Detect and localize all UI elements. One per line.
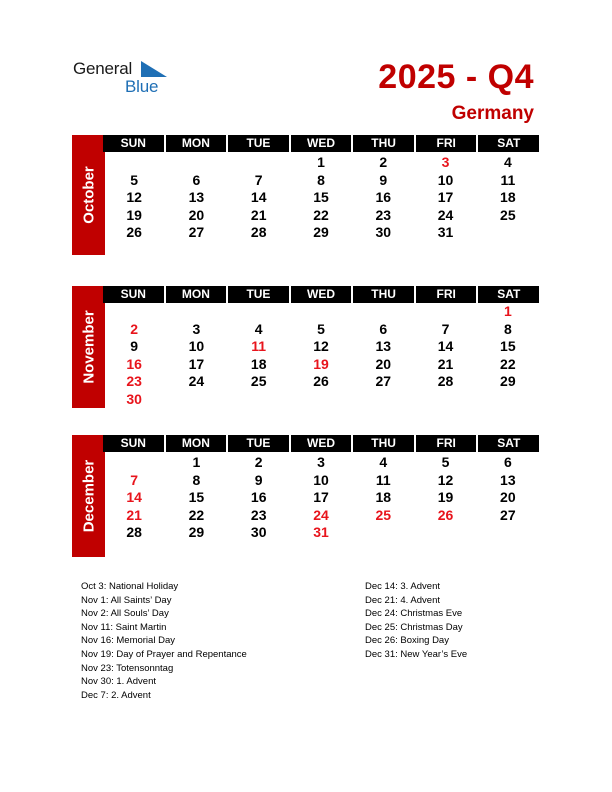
empty-day-cell <box>477 224 539 242</box>
weekday-sun: SUN <box>103 135 164 152</box>
weekday-mon: MON <box>166 286 227 303</box>
day-cell: 19 <box>313 355 329 372</box>
day-cell: 25 <box>250 373 267 389</box>
country-name: Germany <box>451 103 534 124</box>
weekday-header <box>103 435 539 452</box>
day-cell: 20 <box>188 206 205 223</box>
holiday-notes-right <box>365 580 467 662</box>
day-cell: 19 <box>126 206 142 223</box>
day-cell: 14 <box>126 489 142 505</box>
day-cell: 11 <box>500 171 516 188</box>
day-cell: 12 <box>313 338 329 354</box>
day-cell: 15 <box>500 338 516 354</box>
day-cell: 12 <box>126 189 142 205</box>
holiday-note: Dec 24: Christmas Eve <box>365 608 463 620</box>
day-cell: 9 <box>130 338 139 354</box>
day-cell: 20 <box>500 489 516 505</box>
logo-triangle-icon <box>141 61 167 77</box>
day-cell: 9 <box>379 171 388 188</box>
day-cell: 29 <box>188 524 205 540</box>
weekday-fri: FRI <box>416 286 477 303</box>
day-cell: 8 <box>503 320 512 337</box>
day-cell: 20 <box>375 355 392 372</box>
empty-day-cell <box>103 154 165 172</box>
weekday-tue: TUE <box>228 435 289 452</box>
day-cell: 2 <box>254 454 263 470</box>
day-cell: 23 <box>126 373 142 389</box>
empty-day-cell <box>290 391 352 409</box>
day-cell: 30 <box>250 524 267 540</box>
empty-day-cell <box>228 154 290 172</box>
holiday-note: Nov 16: Memorial Day <box>81 635 175 647</box>
holiday-note: Dec 26: Boxing Day <box>365 635 449 647</box>
day-cell: 17 <box>313 489 329 505</box>
month-side-label <box>72 135 105 255</box>
day-cell: 3 <box>192 320 201 337</box>
day-cell: 6 <box>503 454 512 470</box>
weekday-wed: WED <box>291 286 352 303</box>
day-cell: 31 <box>437 224 454 240</box>
day-cell: 24 <box>188 373 205 389</box>
weekday-tue: TUE <box>228 135 289 152</box>
weekday-sun: SUN <box>103 435 164 452</box>
day-cell: 2 <box>130 320 139 337</box>
day-cell: 17 <box>437 189 454 205</box>
empty-day-cell <box>352 303 414 321</box>
day-cell: 28 <box>126 524 142 540</box>
month-name: October <box>80 166 97 224</box>
weekday-mon: MON <box>166 135 227 152</box>
day-cell: 19 <box>437 489 454 505</box>
page-title: 2025 - Q4 <box>378 58 534 96</box>
weekday-fri: FRI <box>416 435 477 452</box>
day-cell: 29 <box>500 373 516 389</box>
day-cell: 12 <box>437 471 454 488</box>
day-cell: 24 <box>313 506 329 523</box>
empty-day-cell <box>228 303 290 321</box>
day-cell: 21 <box>437 355 454 372</box>
empty-day-cell <box>414 391 476 409</box>
weekday-tue: TUE <box>228 286 289 303</box>
holiday-note: Nov 11: Saint Martin <box>81 621 167 633</box>
day-cell: 16 <box>250 489 267 505</box>
day-cell: 4 <box>379 454 388 470</box>
day-cell: 4 <box>254 320 263 337</box>
day-cell: 5 <box>441 454 450 470</box>
holiday-note: Nov 2: All Souls’ Day <box>81 608 169 620</box>
day-cell: 17 <box>188 355 205 372</box>
day-cell: 8 <box>192 471 201 488</box>
day-cell: 14 <box>250 189 267 205</box>
logo-text-general: General <box>73 59 133 78</box>
day-grid <box>103 303 539 408</box>
empty-day-cell <box>165 154 227 172</box>
weekday-sat: SAT <box>478 135 539 152</box>
empty-day-cell <box>414 303 476 321</box>
empty-day-cell <box>477 524 539 542</box>
holiday-note: Dec 21: 4. Advent <box>365 594 440 606</box>
empty-day-cell <box>165 303 227 321</box>
day-cell: 16 <box>375 189 392 205</box>
day-cell: 21 <box>126 506 142 523</box>
day-cell: 10 <box>188 338 205 354</box>
empty-day-cell <box>165 391 227 409</box>
day-cell: 30 <box>126 390 142 407</box>
day-cell: 23 <box>375 206 392 223</box>
day-cell: 26 <box>437 506 454 523</box>
month-name: November <box>80 310 97 384</box>
weekday-fri: FRI <box>416 135 477 152</box>
day-cell: 16 <box>126 355 142 372</box>
day-cell: 24 <box>437 206 454 223</box>
day-cell: 10 <box>437 171 454 188</box>
day-cell: 5 <box>317 320 325 337</box>
holiday-note: Dec 7: 2. Advent <box>81 689 151 701</box>
day-cell: 27 <box>188 224 205 240</box>
day-cell: 1 <box>317 154 325 170</box>
day-cell: 4 <box>503 154 512 170</box>
day-cell: 13 <box>500 471 516 488</box>
day-cell: 29 <box>313 224 329 240</box>
day-cell: 22 <box>313 206 329 223</box>
day-cell: 18 <box>375 489 392 505</box>
day-grid <box>103 454 539 542</box>
day-cell: 15 <box>313 189 329 205</box>
empty-day-cell <box>290 303 352 321</box>
day-cell: 22 <box>500 355 516 372</box>
day-grid <box>103 154 539 242</box>
day-cell: 8 <box>317 171 325 188</box>
day-cell: 26 <box>126 224 142 240</box>
day-cell: 25 <box>500 206 516 223</box>
day-cell: 11 <box>251 338 267 354</box>
day-cell: 15 <box>188 489 205 505</box>
day-cell: 13 <box>188 189 205 205</box>
day-cell: 1 <box>192 454 201 470</box>
empty-day-cell <box>352 524 414 542</box>
holiday-note: Dec 25: Christmas Day <box>365 621 463 633</box>
day-cell: 26 <box>313 373 329 389</box>
generalblue-logo <box>73 59 173 95</box>
holiday-note: Nov 30: 1. Advent <box>81 676 156 688</box>
day-cell: 14 <box>437 338 454 354</box>
empty-day-cell <box>228 391 290 409</box>
day-cell: 6 <box>192 171 201 188</box>
day-cell: 11 <box>375 471 391 488</box>
empty-day-cell <box>352 391 414 409</box>
day-cell: 7 <box>254 171 263 188</box>
weekday-thu: THU <box>353 435 414 452</box>
holiday-note: Nov 23: Totensonntag <box>81 662 174 674</box>
empty-day-cell <box>477 391 539 409</box>
weekday-mon: MON <box>166 435 227 452</box>
day-cell: 2 <box>379 154 388 170</box>
day-cell: 9 <box>254 471 263 488</box>
day-cell: 1 <box>503 303 512 319</box>
weekday-header <box>103 286 539 303</box>
day-cell: 7 <box>130 471 139 488</box>
day-cell: 22 <box>188 506 205 523</box>
day-cell: 31 <box>313 524 329 540</box>
day-cell: 23 <box>250 506 267 523</box>
weekday-sat: SAT <box>478 435 539 452</box>
holiday-note: Oct 3: National Holiday <box>81 581 179 592</box>
weekday-header <box>103 135 539 152</box>
day-cell: 5 <box>130 171 139 188</box>
holiday-note: Nov 1: All Saints’ Day <box>81 594 172 606</box>
day-cell: 6 <box>379 320 388 337</box>
holiday-notes-left <box>81 580 247 702</box>
day-cell: 18 <box>250 355 267 372</box>
day-cell: 27 <box>500 506 516 523</box>
day-cell: 28 <box>437 373 454 389</box>
empty-day-cell <box>414 524 476 542</box>
day-cell: 7 <box>441 320 450 337</box>
empty-day-cell <box>103 303 165 321</box>
weekday-thu: THU <box>353 286 414 303</box>
holiday-note: Dec 14: 3. Advent <box>365 581 440 592</box>
day-cell: 21 <box>250 206 267 223</box>
holiday-note: Dec 31: New Year’s Eve <box>365 648 468 660</box>
day-cell: 27 <box>375 373 392 389</box>
weekday-wed: WED <box>291 435 352 452</box>
day-cell: 28 <box>250 224 267 240</box>
holiday-note: Nov 19: Day of Prayer and Repentance <box>81 648 247 660</box>
weekday-sat: SAT <box>478 286 539 303</box>
empty-day-cell <box>103 454 165 472</box>
day-cell: 13 <box>375 338 392 354</box>
weekday-thu: THU <box>353 135 414 152</box>
month-side-label <box>72 435 105 557</box>
weekday-sun: SUN <box>103 286 164 303</box>
month-name: December <box>80 459 97 533</box>
day-cell: 25 <box>375 506 392 523</box>
day-cell: 10 <box>313 471 329 488</box>
day-cell: 18 <box>500 189 516 205</box>
day-cell: 30 <box>375 224 392 240</box>
weekday-wed: WED <box>291 135 352 152</box>
day-cell: 3 <box>317 454 325 470</box>
month-side-label <box>72 286 105 408</box>
day-cell: 3 <box>441 154 450 170</box>
logo-text-blue: Blue <box>125 77 159 96</box>
